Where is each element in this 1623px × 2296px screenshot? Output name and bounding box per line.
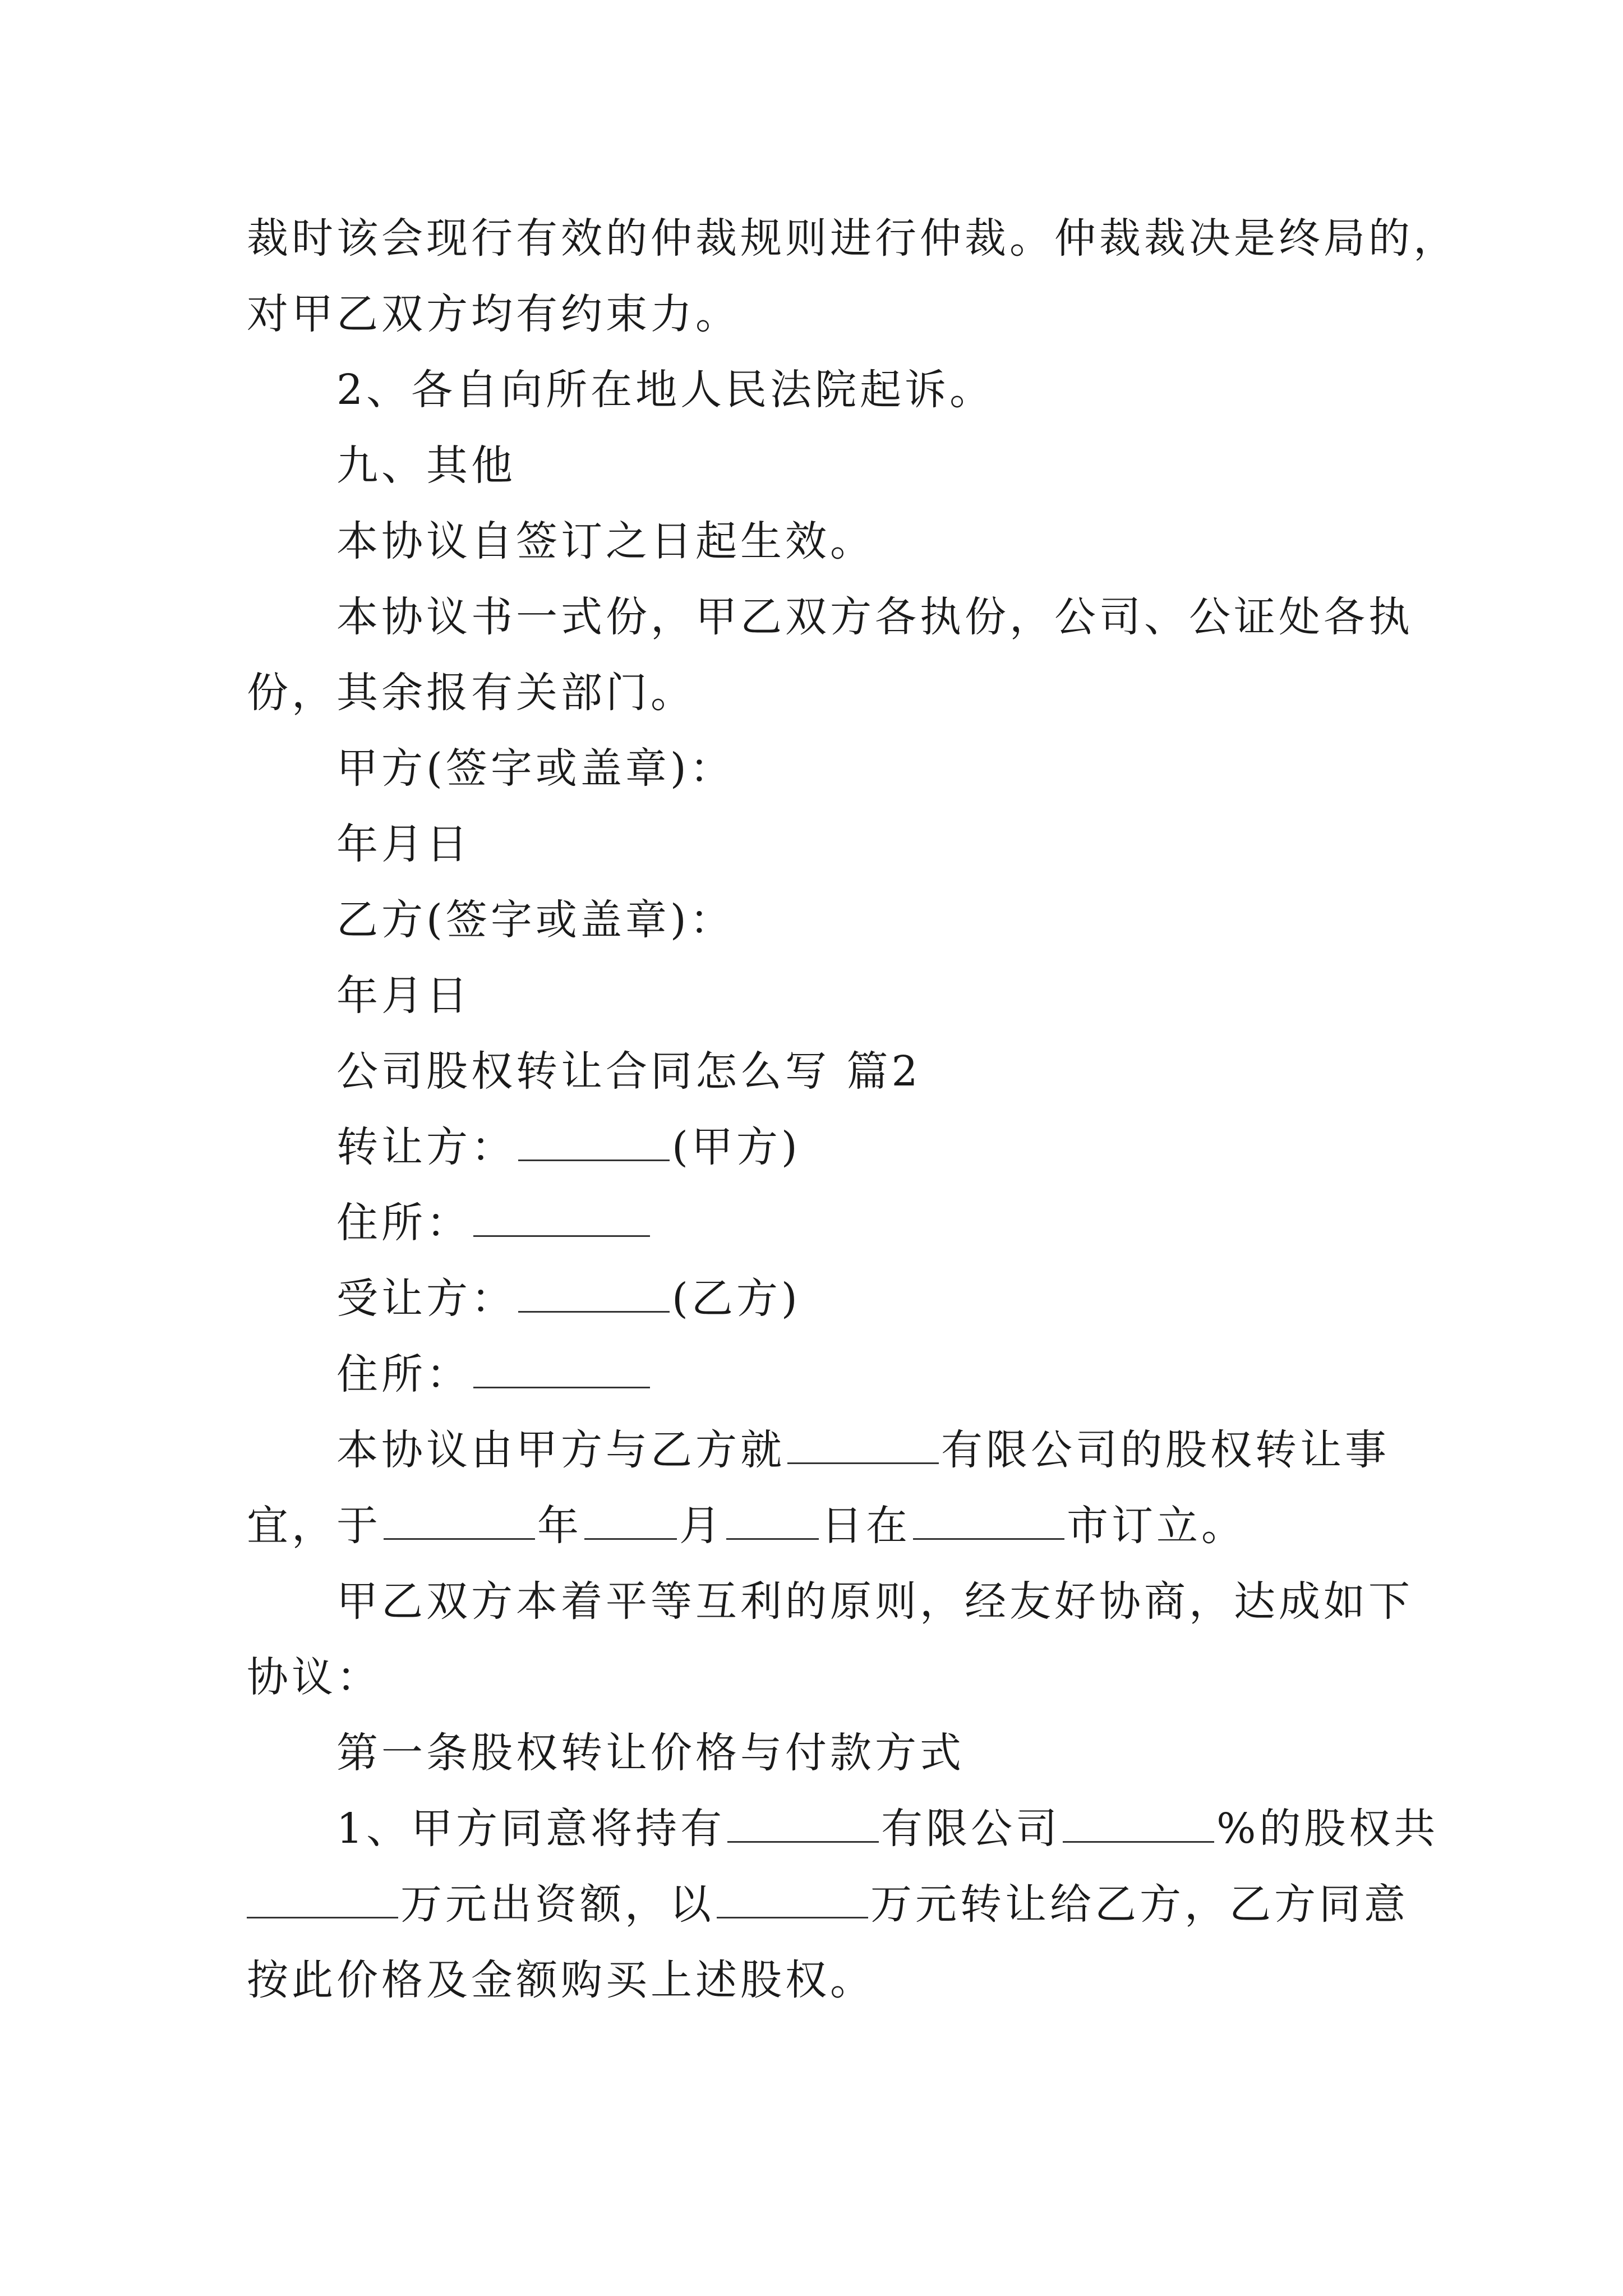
transferee-address-line <box>336 1346 652 1402</box>
section-heading: 九、其他 <box>336 441 516 490</box>
signature-line-party-a: 甲方(签字或盖章)： <box>336 744 735 793</box>
blank-field <box>518 1120 670 1161</box>
text-segment: 万元出资额，以 <box>400 1880 714 1929</box>
principle-line: 甲乙双方本着平等互利的原则，经友好协商，达成如下 <box>336 1577 1413 1626</box>
text-line: 本协议自签订之日起生效。 <box>336 517 875 565</box>
blank-field <box>473 1347 650 1388</box>
blank-field <box>717 1878 868 1918</box>
address-label: 住所： <box>336 1350 471 1398</box>
transferee-line <box>336 1271 801 1327</box>
text-segment: 本协议由甲方与乙方就 <box>336 1426 785 1474</box>
signature-line-party-b: 乙方(签字或盖章)： <box>336 896 735 944</box>
section-title: 公司股权转让合同怎么写 篇2 <box>336 1047 921 1096</box>
transferee-suffix: (乙方) <box>672 1274 801 1323</box>
blank-field <box>913 1499 1064 1540</box>
article-line <box>336 1801 1438 1857</box>
text-segment: 有限公司 <box>881 1805 1061 1853</box>
principle-line: 协议： <box>247 1653 381 1701</box>
text-segment: 1、甲方同意将持有 <box>336 1805 726 1853</box>
blank-field <box>384 1499 535 1540</box>
text-segment: 万元转让给乙方，乙方同意 <box>870 1880 1409 1929</box>
text-line: 对甲乙双方均有约束力。 <box>247 290 740 338</box>
text-line: 2、各自向所在地人民法院起诉。 <box>336 366 995 414</box>
text-segment: 日在 <box>821 1502 911 1550</box>
blank-field <box>1063 1802 1214 1843</box>
intro-line <box>247 1498 1246 1554</box>
transferor-label: 转让方： <box>336 1123 516 1171</box>
date-line: 年月日 <box>336 972 471 1020</box>
blank-field <box>787 1423 939 1464</box>
article-line <box>247 1876 1409 1932</box>
transferee-label: 受让方： <box>336 1274 516 1323</box>
intro-line <box>336 1422 1390 1478</box>
text-segment: 宜，于 <box>247 1502 381 1550</box>
text-line: 份，其余报有关部门。 <box>247 669 695 717</box>
blank-field <box>584 1499 677 1540</box>
text-segment: 市订立。 <box>1067 1502 1246 1550</box>
text-line: 本协议书一式份，甲乙双方各执份，公司、公证处各执 <box>336 593 1413 641</box>
blank-field <box>247 1878 398 1918</box>
article-line: 按此价格及金额购买上述股权。 <box>247 1956 875 2004</box>
transferor-address-line <box>336 1195 652 1251</box>
blank-field <box>726 1499 819 1540</box>
address-label: 住所： <box>336 1199 471 1247</box>
transferor-line <box>336 1119 801 1175</box>
text-line: 裁时该会现行有效的仲裁规则进行仲裁。仲裁裁决是终局的， <box>247 214 1458 263</box>
article-title: 第一条股权转让价格与付款方式 <box>336 1729 965 1777</box>
blank-field <box>518 1272 670 1313</box>
text-segment: %的股权共 <box>1216 1805 1439 1853</box>
transferor-suffix: (甲方) <box>672 1123 801 1171</box>
blank-field <box>727 1802 879 1843</box>
text-segment: 月 <box>679 1502 724 1550</box>
text-segment: 有限公司的股权转让事 <box>941 1426 1390 1474</box>
text-segment: 年 <box>537 1502 582 1550</box>
date-line: 年月日 <box>336 820 471 868</box>
blank-field <box>473 1196 650 1237</box>
